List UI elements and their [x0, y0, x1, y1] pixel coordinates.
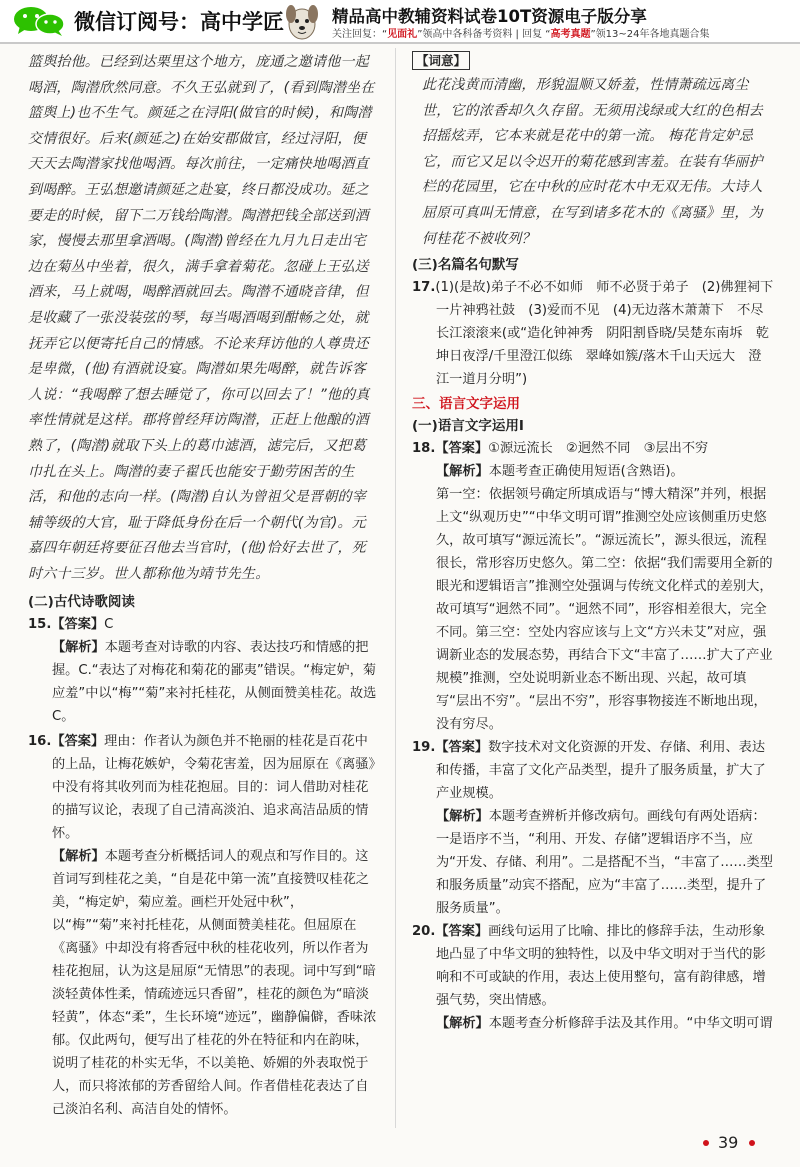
header-subtitle: 关注回复：“见面礼”领高中各科备考资料 | 回复 “高考真题”领13~24年各地真题合集	[332, 29, 710, 40]
ci-yi-block	[412, 50, 774, 252]
header-main-title: 精品高中教辅资料试卷10T资源电子版分享	[332, 7, 647, 26]
right-column	[412, 50, 787, 1035]
subscription-title: 微信订阅号：高中学匠	[74, 10, 284, 34]
q16-answer: 理由：作者认为颜色并不艳丽的桂花是百花中的上品，让梅花嫉妒，令菊花害羞，因为屈原在《离骚》中没有将其收列而为桂花抱屈。目的：词人借助对桂花的描写议论，表现了自己清高淡泊、追求高洁品质的情怀。	[52, 734, 376, 842]
question-19	[412, 736, 774, 920]
q16-number: 16.	[28, 734, 52, 750]
mascot-dog-icon	[284, 2, 320, 41]
q15-answer: C	[104, 617, 114, 633]
q16-answer-tag: 【答案】	[51, 734, 105, 750]
q19-analysis-tag: 【解析】	[436, 809, 489, 825]
q18-answer-tag: 【答案】	[435, 441, 489, 457]
q20-number: 20.	[412, 924, 436, 940]
page-dot-right	[749, 1140, 755, 1146]
q20-answer-tag: 【答案】	[435, 924, 489, 940]
q16-analysis: 本题考查分析概括词人的观点和写作目的。这首词写到桂花之美，“自是花中第一流”直接赞叹桂花之美，“梅定妒，菊应羞。画栏开处冠中秋”，以“梅”“菊”来衬托桂花，从侧面赞美桂花。但屈原在《离骚》中却没有将香冠中秋的桂花收列，所以作者为桂花抱屈，认为这是屈原“无情思”的表现。词中写到“暗淡轻黄体性柔，情疏迹远只香留”，桂花的颜色为“暗淡轻黄”，体态“柔”，生长环境“迹远”，幽静偏僻，香味浓郁。仅此两句，便写出了桂花的外在特征和内在韵味，说明了桂花的朴实无华，不以美艳、娇媚的外表取悦于人，而只将浓郁的芳香留给人间。作者借桂花表达了自己淡泊名利、高洁自处的情怀。	[52, 849, 377, 1118]
q20-analysis-tag: 【解析】	[436, 1016, 489, 1032]
question-18	[412, 437, 774, 736]
header-divider	[0, 42, 800, 44]
q19-analysis: 本题考查辨析并修改病句。画线句有两处语病：一是语序不当，“利用、开发、存储”逻辑语序不当，应为“开发、存储、利用”。二是搭配不当，“丰富了……类型和服务质量”动宾不搭配，应为“丰富了……类型，提升了服务质量”。	[436, 809, 773, 917]
q17-text: (1)(是故)弟子不必不如师 师不必贤于弟子 (2)佛狸祠下 一片神鸦社鼓 (3)爱而不见 (4)无边落木萧萧下 不尽长江滚滚来(或“造化钟神秀 阴阳割昏晓/吴楚东南坼 乾坤日夜浮/千里澄江似练 翠峰如簇/落木千山天远大 澄江一道月分明”)	[435, 280, 787, 388]
page-header	[0, 0, 800, 43]
wechat-icon	[12, 6, 66, 36]
q15-answer-tag: 【答案】	[51, 617, 105, 633]
left-column	[28, 50, 378, 1121]
question-17	[412, 276, 787, 391]
ci-yi-tag: 【词意】	[412, 51, 470, 70]
page-dot-left	[703, 1140, 709, 1146]
q18-analysis-tag: 【解析】	[436, 464, 489, 480]
q15-analysis-tag: 【解析】	[52, 640, 105, 656]
question-20	[412, 920, 774, 1035]
question-15	[28, 613, 378, 728]
page-number: 39	[718, 1133, 739, 1152]
q17-number: 17.	[412, 280, 436, 296]
translation-paragraph: 篮舆抬他。已经到达栗里这个地方，庞通之邀请他一起喝酒，陶潜欣然同意。不久王弘就到了，(看到陶潜坐在篮舆上)也不生气。颜延之在浔阳(做官的时候)，和陶潜交情很好。后来(颜延之)在始安郡做官，经过浔阳，便天天去陶潜家找他喝酒。每次前往，一定痛快地喝酒直到喝醉。王弘想邀请颜延之赴宴，终日都没成功。延之要走的时候，留下二万钱给陶潜。陶潜把钱全部送到酒家，慢慢去那里拿酒喝。(陶潜)曾经在九月九日走出宅边在菊丛中坐着，很久，满手拿着菊花。忽碰上王弘送酒来，马上就喝，喝醉酒就回去。陶潜不通晓音律，但是收藏了一张没装弦的琴，每当喝酒喝到酣畅之处，就抚弄它以便寄托自己的情感。不论来拜访他的人尊贵还是卑微，(他)有酒就设宴。陶潜如果先喝醉，就告诉客人说：“我喝醉了想去睡觉了，你可以回去了！”他的真率性情就是这样。郡将曾经拜访陶潜，正赶上他酿的酒熟了，(陶潜)就取下头上的葛巾滤酒，滤完后，又把葛巾扎在头上。陶潜的妻子翟氏也能安于勤劳困苦的生活，和他的志向一样。(陶潜)自认为曾祖父是晋朝的宰辅等级的大官，耻于降低身份在后一个朝代(为官)。元嘉四年朝廷将要征召他去当官时，(他)恰好去世了，死时六十三岁。世人都称他为靖节先生。	[28, 54, 375, 582]
q20-answer: 画线句运用了比喻、排比的修辞手法，生动形象地凸显了中华文明的独特性，以及中华文明对于当代的影响和不可或缺的作用，表达上使用整句，富有韵律感，增强气势，突出情感。	[436, 924, 766, 1009]
section-language-heading: 三、语言文字运用	[412, 396, 520, 413]
section-language-1-heading: (一)语言文字运用Ⅰ	[412, 418, 524, 435]
q18-analysis-intro: 本题考查正确使用短语(含熟语)。	[488, 464, 684, 480]
q18-number: 18.	[412, 441, 436, 457]
section-poetry-heading: (二)古代诗歌阅读	[28, 594, 135, 611]
q16-analysis-tag: 【解析】	[52, 849, 105, 865]
q19-number: 19.	[412, 740, 436, 756]
q15-number: 15.	[28, 617, 52, 633]
q20-analysis: 本题考查分析修辞手法及其作用。“中华文明可谓	[488, 1016, 773, 1032]
translation-text	[28, 50, 378, 587]
q18-answer: ①源远流长 ②迥然不同 ③层出不穷	[488, 441, 709, 457]
q15-analysis: 本题考查对诗歌的内容、表达技巧和情感的把握。C.“表达了对梅花和菊花的鄙夷”错误。“梅定妒，菊应羞”中以“梅”“菊”来衬托桂花，从侧面赞美桂花。故选C。	[52, 640, 377, 725]
q19-answer-tag: 【答案】	[435, 740, 489, 756]
column-divider	[395, 48, 396, 1128]
question-16	[28, 730, 378, 1121]
section-mingpian-heading: (三)名篇名句默写	[412, 257, 519, 274]
ci-yi-text: 此花浅黄而清幽，形貌温顺又娇羞，性情萧疏远离尘世，它的浓香却久久存留。无须用浅绿或大红的色相去招摇炫弄，它本来就是花中的第一流。 梅花肯定妒忌它，而它又足以令迟开的菊花感到害羞。在装有华丽护栏的花园里，它在中秋的应时花木中无双无伟。大诗人屈原可真叫无情意，在写到诸多花木的《离骚》里，为何桂花不被收列？	[422, 77, 763, 247]
q18-analysis-body: 第一空：依据领号确定所填成语与“博大精深”并列，根据上文“纵观历史”“中华文明可谓”推测空处应该侧重历史悠久，故可填写“源远流长”。“源远流长”，源头很远，流程很长，常形容历史悠久。第二空：依据“我们需要用全新的眼光和逻辑语言”推测空处强调与传统文化样式的差别大，故可填写“迥然不同”。“迥然不同”，形容相差很大，完全不同。第三空：空处内容应该与上文“方兴未艾”对应，强调新业态的发展态势，再结合下文“丰富了……扩大了产业规模”推测，空处说明新业态不断出现、兴起，故可填写“层出不穷”。“层出不穷”，形容事物接连不断地出现，没有穷尽。	[436, 487, 773, 733]
q19-answer: 数字技术对文化资源的开发、存储、利用、表达和传播，丰富了文化产品类型，提升了服务质量，扩大了产业规模。	[436, 740, 766, 802]
